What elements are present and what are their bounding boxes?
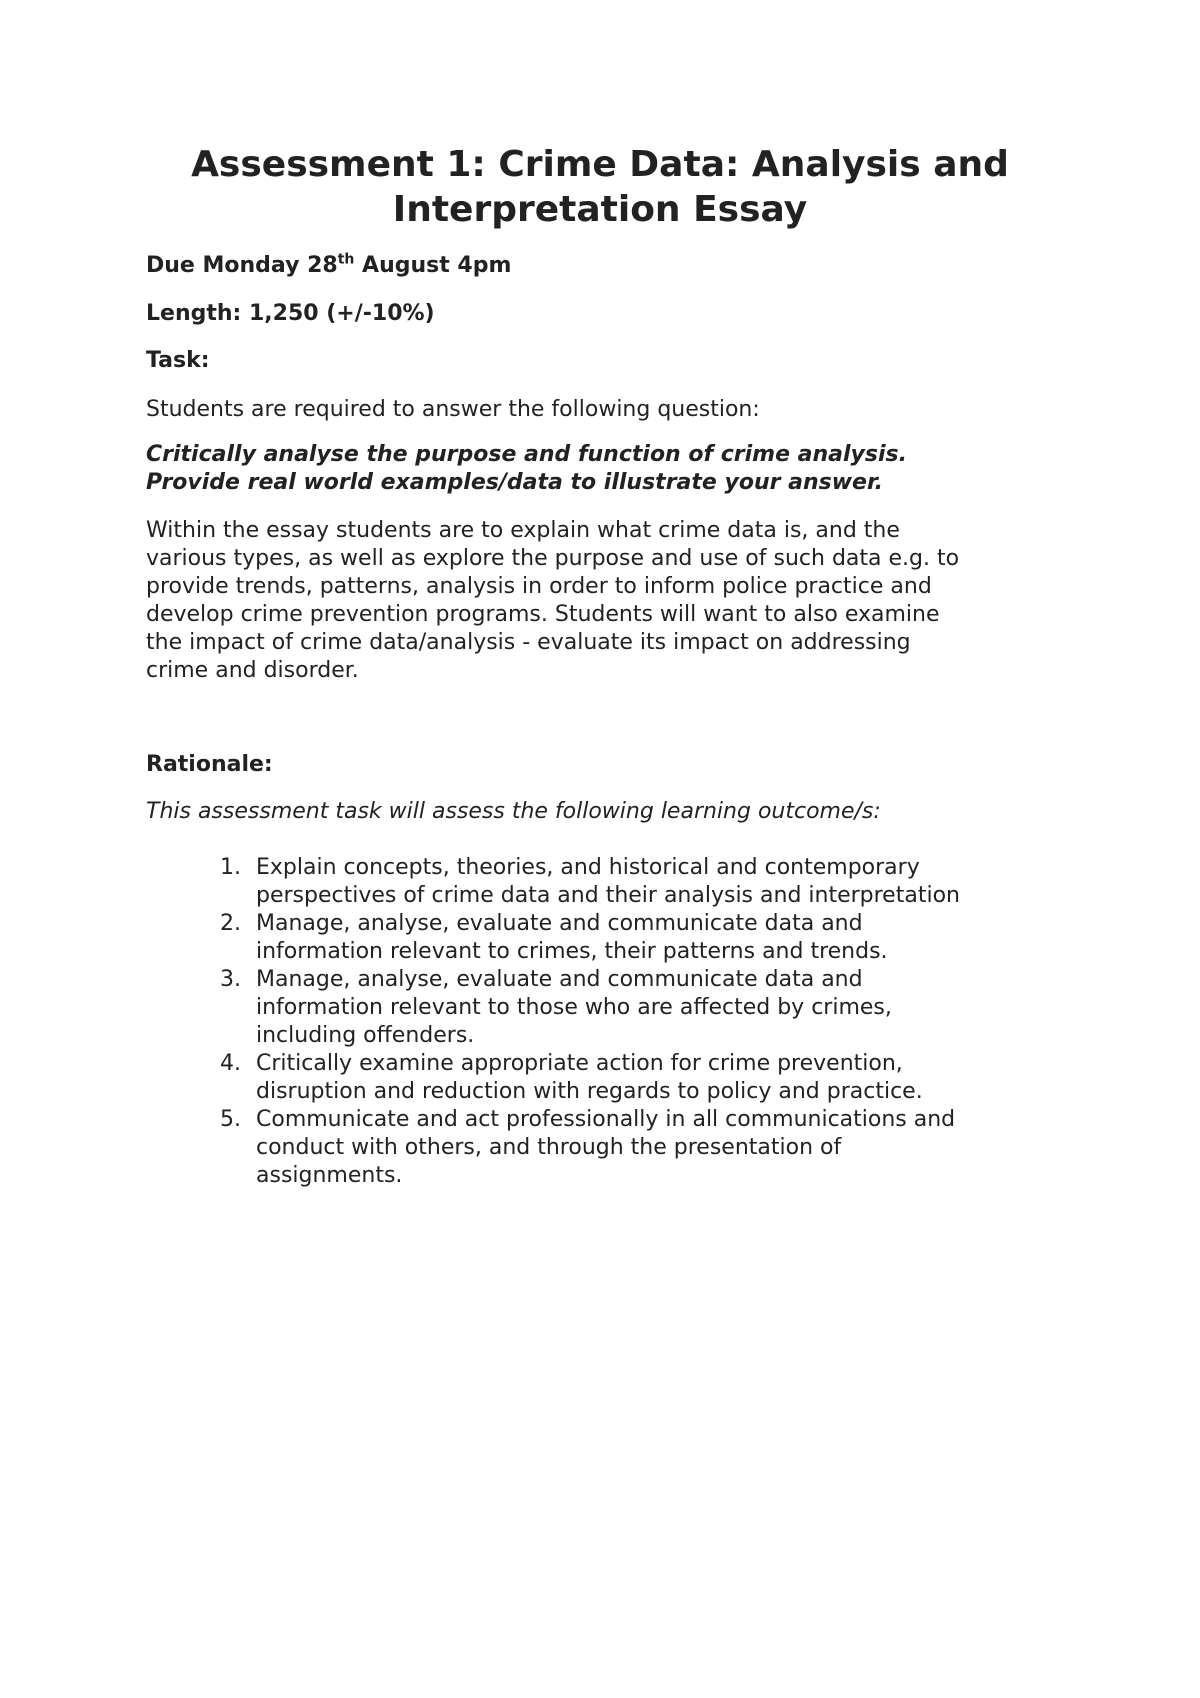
learning-outcome-item [210, 910, 1050, 966]
task-description-line: crime and disorder. [146, 658, 359, 683]
learning-outcome-line: assignments. [256, 1163, 403, 1188]
learning-outcome-number: 5. [220, 1107, 241, 1132]
rationale-heading: Rationale: [146, 752, 273, 777]
task-description-line: various types, as well as explore the purpose and use of such data e.g. to [146, 546, 960, 571]
learning-outcome-line: disruption and reduction with regards to policy and practice. [256, 1079, 923, 1104]
learning-outcome-line: Critically examine appropriate action for crime prevention, [256, 1051, 903, 1076]
task-prompt: Students are required to answer the following question: [146, 397, 760, 422]
task-description-line: Within the essay students are to explain what crime data is, and the [146, 518, 900, 543]
task-heading: Task: [146, 348, 210, 373]
learning-outcome-number: 3. [220, 967, 241, 992]
learning-outcome-item [210, 1050, 1050, 1106]
due-date [146, 252, 511, 280]
task-description-line: develop crime prevention programs. Students will want to also examine [146, 602, 940, 627]
learning-outcome-line: conduct with others, and through the presentation of [256, 1135, 842, 1160]
title-line-2: Interpretation Essay [392, 189, 808, 230]
learning-outcome-number: 2. [220, 911, 241, 936]
essay-length: Length: 1,250 (+/-10%) [146, 301, 435, 326]
document-title [0, 142, 1200, 232]
essay-question-line-1: Critically analyse the purpose and function of crime analysis. [146, 442, 907, 467]
title-line-1: Assessment 1: Crime Data: Analysis and [191, 144, 1009, 185]
essay-question-line-2: Provide real world examples/data to illustrate your answer. [146, 470, 884, 495]
learning-outcome-line: Manage, analyse, evaluate and communicate data and [256, 967, 863, 992]
learning-outcome-line: information relevant to crimes, their patterns and trends. [256, 939, 888, 964]
task-description [146, 517, 1076, 685]
learning-outcome-number: 4. [220, 1051, 241, 1076]
due-date-suffix: August 4pm [354, 253, 512, 278]
learning-outcome-line: information relevant to those who are affected by crimes, [256, 995, 892, 1020]
learning-outcome-line: Manage, analyse, evaluate and communicate data and [256, 911, 863, 936]
learning-outcome-line: Communicate and act professionally in all communications and [256, 1107, 956, 1132]
learning-outcome-item [210, 966, 1050, 1050]
due-date-prefix: Due Monday 28 [146, 253, 338, 278]
learning-outcome-item [210, 1106, 1050, 1190]
due-date-ordinal: th [337, 251, 355, 268]
essay-question [146, 441, 1066, 497]
learning-outcome-line: including offenders. [256, 1023, 475, 1048]
task-description-line: the impact of crime data/analysis - evaluate its impact on addressing [146, 630, 911, 655]
learning-outcome-line: perspectives of crime data and their analysis and interpretation [256, 883, 960, 908]
task-description-line: provide trends, patterns, analysis in order to inform police practice and [146, 574, 932, 599]
learning-outcome-item [210, 854, 1050, 910]
learning-outcome-number: 1. [220, 855, 241, 880]
learning-outcomes-list [210, 854, 1050, 1190]
learning-outcomes-intro: This assessment task will assess the following learning outcome/s: [146, 799, 881, 824]
learning-outcome-line: Explain concepts, theories, and historical and contemporary [256, 855, 920, 880]
